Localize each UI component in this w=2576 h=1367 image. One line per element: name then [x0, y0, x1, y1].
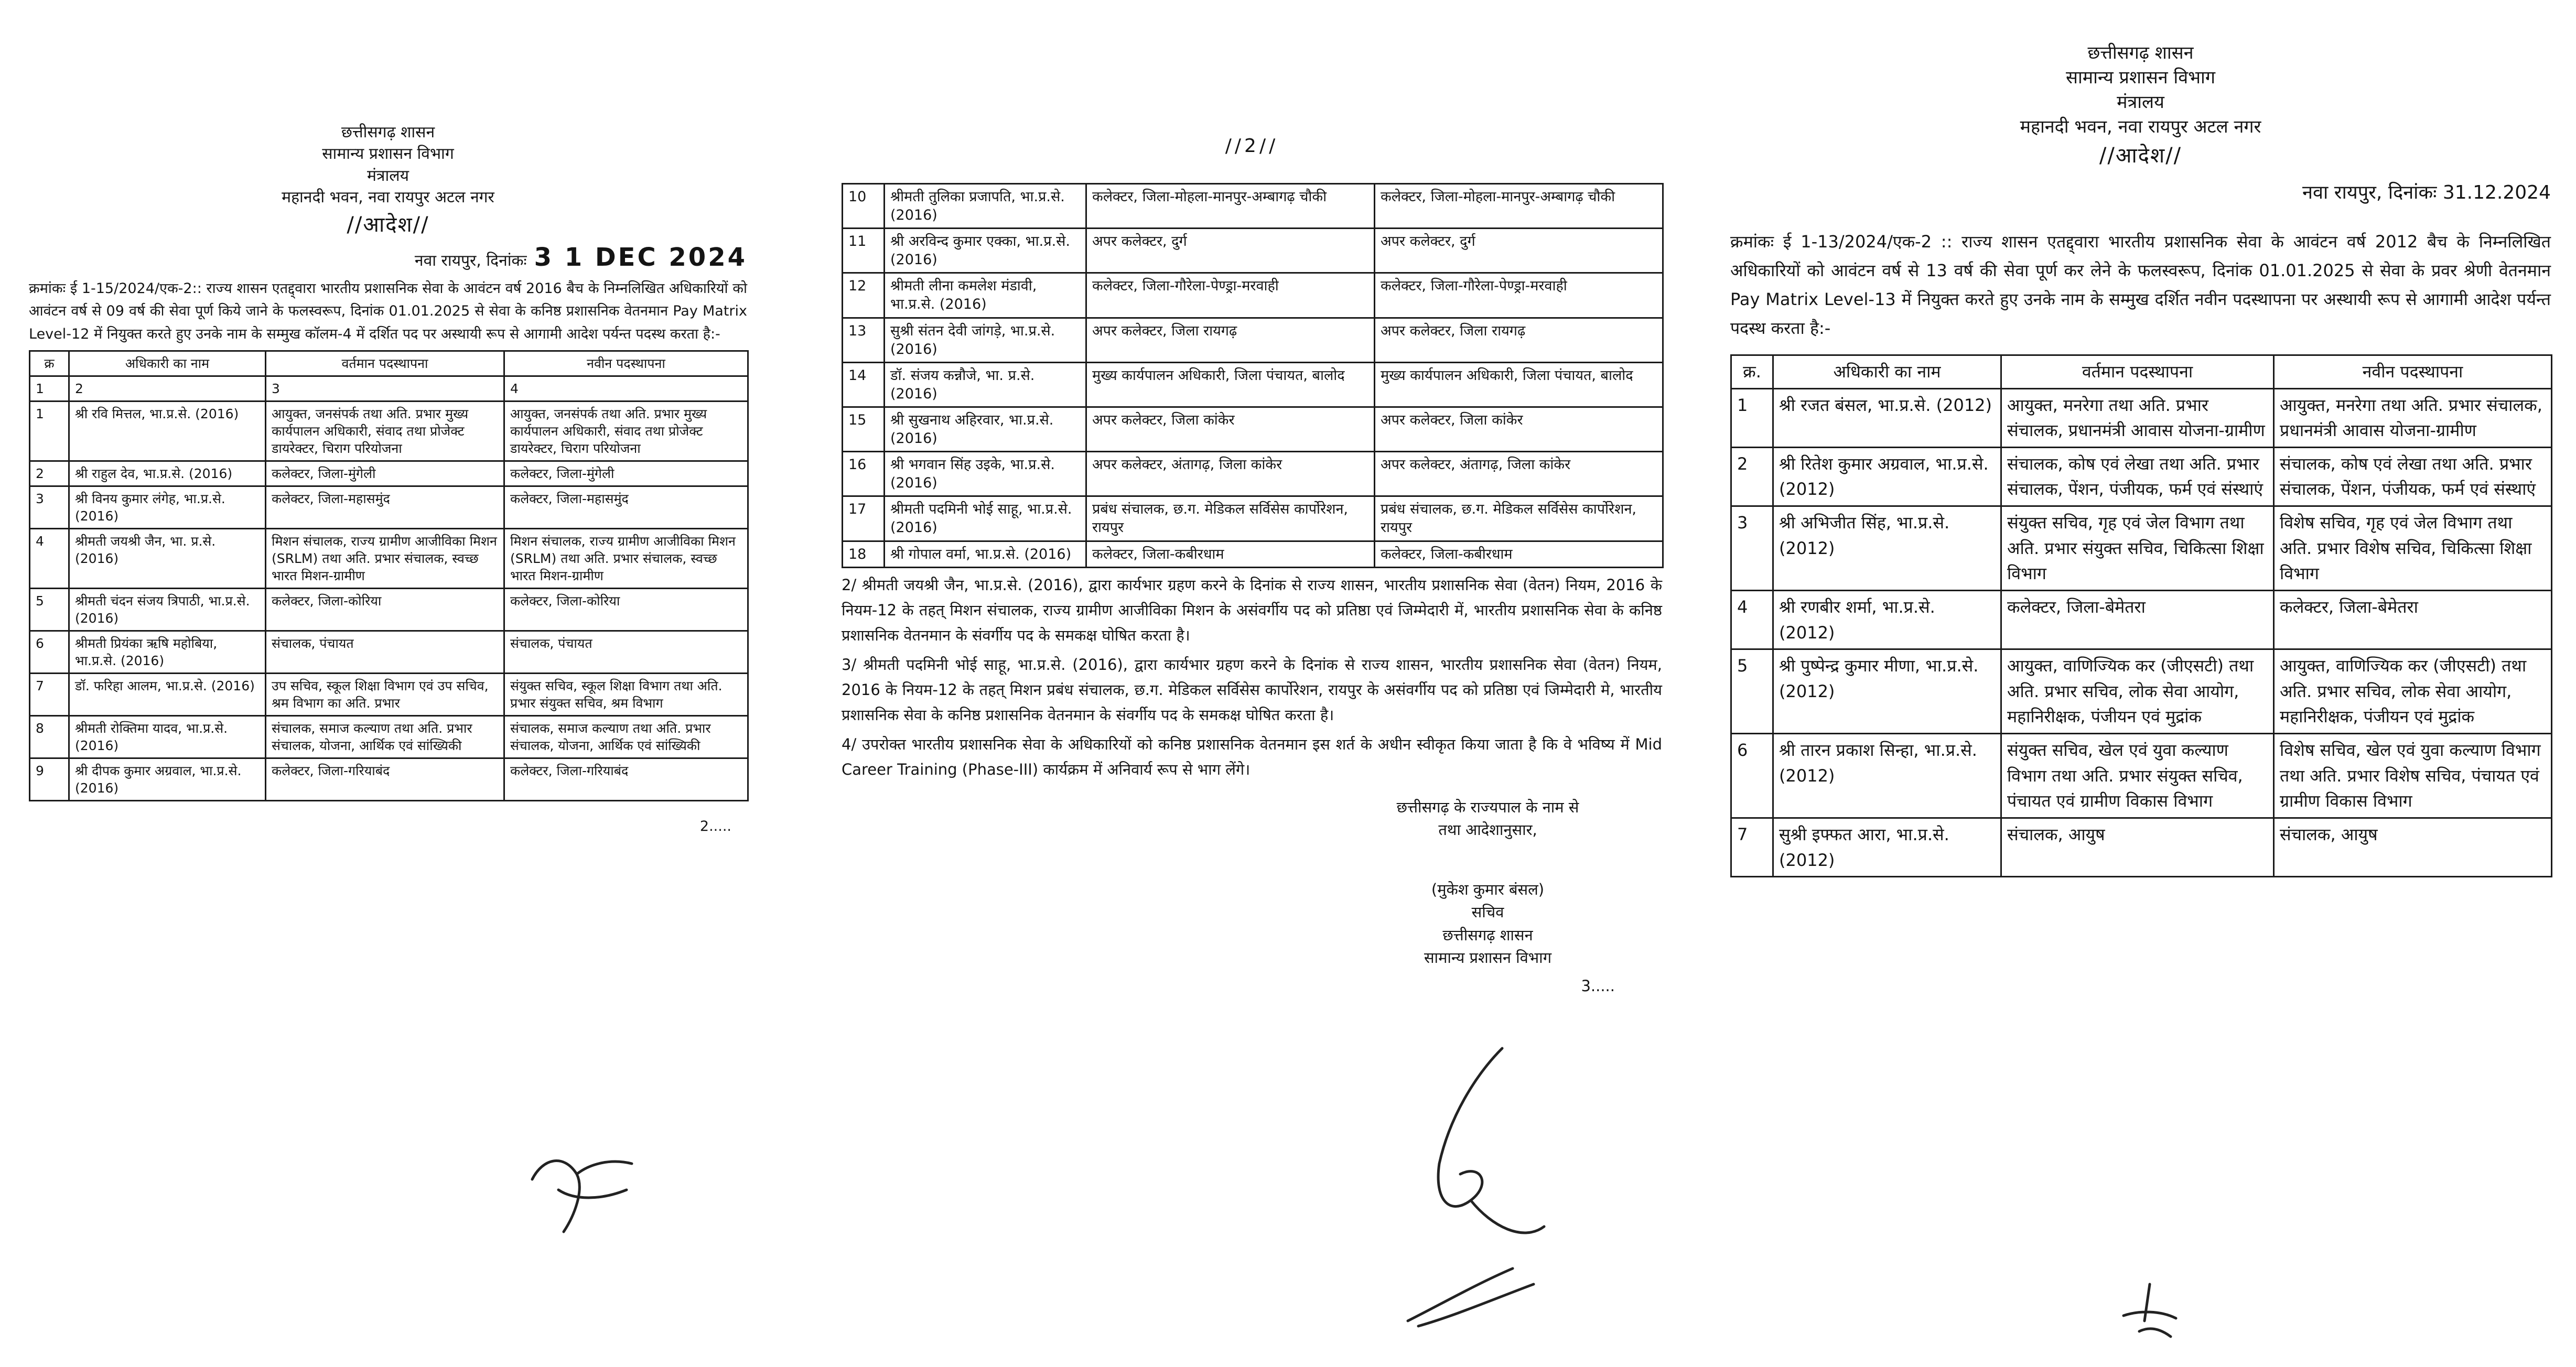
officer-name: श्रीमती जयश्री जैन, भा. प्र.से. (2016) — [69, 528, 266, 588]
table-row — [30, 715, 748, 758]
row-number: 4 — [30, 528, 69, 588]
officer-name: श्रीमती पदमिनी भोई साहू, भा.प्र.से. (2016) — [885, 496, 1086, 541]
officer-name: श्री अरविन्द कुमार एक्का, भा.प्र.से. (2016) — [885, 229, 1086, 273]
officer-name: श्री रणबीर शर्मा, भा.प्र.से. (2012) — [1773, 590, 2001, 649]
current-posting: कलेक्टर, जिला-मुंगेली — [266, 461, 504, 486]
new-posting: विशेष सचिव, खेल एवं युवा कल्याण विभाग तथा अति. प्रभार विशेष सचिव, पंचायत एवं ग्रामीण विकास विभाग — [2274, 734, 2552, 818]
new-posting: अपर कलेक्टर, जिला रायगढ़ — [1375, 318, 1663, 362]
current-posting: अपर कलेक्टर, जिला कांकेर — [1086, 407, 1375, 451]
officer-name: श्री पुष्पेन्द्र कुमार मीणा, भा.प्र.से. (2012) — [1773, 649, 2001, 734]
officer-name: श्री राहुल देव, भा.प्र.से. (2016) — [69, 461, 266, 486]
current-posting: संचालक, पंचायत — [266, 631, 504, 673]
table-row — [843, 229, 1663, 273]
colnum-1: 1 — [30, 376, 69, 401]
row-number: 5 — [30, 588, 69, 631]
table-row — [1731, 590, 2552, 649]
signatory-department: सामान्य प्रशासन विभाग — [1424, 949, 1552, 967]
current-posting: प्रबंध संचालक, छ.ग. मेडिकल सर्विसेस कार्पोरेशन, रायपुर — [1086, 496, 1375, 541]
office-address: महानदी भवन, नवा रायपुर अटल नगर — [2020, 116, 2261, 137]
officer-name: श्री अभिजीत सिंह, भा.प्र.से. (2012) — [1773, 506, 2001, 591]
order-paragraph-2: 2/ श्रीमती जयश्री जैन, भा.प्र.से. (2016), द्वारा कार्यभार ग्रहण करने के दिनांक से राज्य शासन, भारतीय प्रशासनिक सेवा (वेतन) नियम, 2016 के नियम-12 के तहत् मिशन संचालक, राज्य ग्रामीण आजीविका मिशन के असंवर्गीय पद को प्रतिष्ठा एवं जिम्मेदारी में, भारतीय प्रशासनिक सेवा के कनिष्ठ प्रशासनिक वेतनमान के संवर्गीय पद के समकक्ष घोषित करता है। — [842, 576, 1662, 644]
order-paragraph-4: 4/ उपरोक्त भारतीय प्रशासनिक सेवा के अधिकारियों को कनिष्ठ प्रशासनिक वेतनमान इस शर्त के अधीन स्वीकृत किया जाता है कि वे भविष्य में Mid Career Training (Phase-III) कार्यक्रम में अनिवार्य रूप से भाग लेंगे। — [842, 735, 1662, 779]
signatory-designation: सचिव — [1471, 903, 1504, 921]
current-posting: कलेक्टर, जिला-कोरिया — [266, 588, 504, 631]
new-posting: आयुक्त, मनरेगा तथा अति. प्रभार संचालक, प्रधानमंत्री आवास योजना-ग्रामीण — [2274, 388, 2552, 447]
table-header-row — [1731, 355, 2552, 388]
col-header-new: नवीन पदस्थापना — [504, 351, 748, 376]
next-page-marker: 2..... — [699, 818, 731, 834]
handwritten-initials — [527, 1143, 653, 1247]
table-row — [1731, 649, 2552, 734]
row-number: 5 — [1731, 649, 1773, 734]
row-number: 1 — [1731, 388, 1773, 447]
order-intro: क्रमांकः ई 1-13/2024/एक-2 :: राज्य शासन एतद्द्वारा भारतीय प्रशासनिक सेवा के आवंटन वर्ष 2012 बैच के निम्नलिखित अधिकारियों को आवंटन वर्ष से 13 वर्ष की सेवा पूर्ण कर लेने के फलस्वरूप, दिनांक 01.01.2025 से सेवा के प्रवर श्रेणी वेतनमान Pay Matrix Level-13 में नियुक्त करते हुए उनके नाम के सम्मुख दर्शित नवीन पदस्थापना पर अस्थायी रूप से आगामी आदेश पर्यन्त पदस्थ करता है:- — [1730, 231, 2551, 338]
officer-name: श्री सुखनाथ अहिरवार, भा.प्र.से. (2016) — [885, 407, 1086, 451]
posting-table-3 — [1730, 354, 2552, 877]
table-row — [1731, 818, 2552, 876]
current-posting: कलेक्टर, जिला-गौरेला-पेण्ड्रा-मरवाही — [1086, 273, 1375, 318]
current-posting: संचालक, आयुष — [2001, 818, 2274, 876]
new-posting: विशेष सचिव, गृह एवं जेल विभाग तथा अति. प्रभार विशेष सचिव, चिकित्सा शिक्षा विभाग — [2274, 506, 2552, 591]
officer-name: श्री विनय कुमार लंगेह, भा.प्र.से. (2016) — [69, 486, 266, 528]
row-number: 10 — [843, 184, 885, 229]
current-posting: मिशन संचालक, राज्य ग्रामीण आजीविका मिशन (SRLM) तथा अति. प्रभार संचालक, स्वच्छ भारत मिशन-ग्रामीण — [266, 528, 504, 588]
row-number: 9 — [30, 758, 69, 800]
officer-name: श्रीमती प्रियंका ऋषि महोबिया, भा.प्र.से. (2016) — [69, 631, 266, 673]
officer-name: सुश्री संतन देवी जांगड़े, भा.प्र.से. (2016) — [885, 318, 1086, 362]
table-colnum-row — [30, 376, 748, 401]
new-posting: आयुक्त, जनसंपर्क तथा अति. प्रभार मुख्य कार्यपालन अधिकारी, संवाद तथा प्रोजेक्ट डायरेक्टर, चिराग परियोजना — [504, 401, 748, 461]
order-page-2 — [842, 0, 1662, 1367]
row-number: 2 — [1731, 447, 1773, 506]
current-posting: अपर कलेक्टर, अंतागढ़, जिला कांकेर — [1086, 452, 1375, 496]
table-row — [1731, 734, 2552, 818]
new-posting: संचालक, आयुष — [2274, 818, 2552, 876]
row-number: 4 — [1731, 590, 1773, 649]
table-row — [30, 588, 748, 631]
row-number: 2 — [30, 461, 69, 486]
row-number: 17 — [843, 496, 885, 541]
col-header-serial: क्र — [30, 351, 69, 376]
table-row — [1731, 506, 2552, 591]
handwritten-signature — [1387, 1043, 1555, 1337]
new-posting: अपर कलेक्टर, दुर्ग — [1375, 229, 1663, 273]
officer-name: डॉ. संजय कन्नौजे, भा. प्र.से. (2016) — [885, 362, 1086, 407]
table-header-row — [30, 351, 748, 376]
row-number: 16 — [843, 452, 885, 496]
officer-name: डॉ. फरिहा आलम, भा.प्र.से. (2016) — [69, 673, 266, 715]
col-header-new: नवीन पदस्थापना — [2274, 355, 2552, 388]
signatory-government: छत्तीसगढ़ शासन — [1442, 926, 1533, 944]
order-label: //आदेश// — [2099, 143, 2182, 168]
row-number: 1 — [30, 401, 69, 461]
officer-name: श्री रवि मित्तल, भा.प्र.से. (2016) — [69, 401, 266, 461]
new-posting: कलेक्टर, जिला-गौरेला-पेण्ड्रा-मरवाही — [1375, 273, 1663, 318]
current-posting: आयुक्त, वाणिज्यिक कर (जीएसटी) तथा अति. प्रभार सचिव, लोक सेवा आयोग, महानिरीक्षक, पंजीयन एवं मुद्रांक — [2001, 649, 2274, 734]
new-posting: अपर कलेक्टर, जिला कांकेर — [1375, 407, 1663, 451]
current-posting: अपर कलेक्टर, जिला रायगढ़ — [1086, 318, 1375, 362]
order-label: //आदेश// — [347, 212, 429, 237]
table-row — [843, 407, 1663, 451]
table-row — [30, 631, 748, 673]
date-line: नवा रायपुर, दिनांकः 31.12.2024 — [2302, 181, 2551, 203]
table-row — [30, 401, 748, 461]
col-header-officer: अधिकारी का नाम — [1773, 355, 2001, 388]
letterhead — [29, 122, 747, 240]
government-name: छत्तीसगढ़ शासन — [341, 123, 435, 142]
row-number: 6 — [1731, 734, 1773, 818]
new-posting: प्रबंध संचालक, छ.ग. मेडिकल सर्विसेस कार्पोरेशन, रायपुर — [1375, 496, 1663, 541]
date-label: नवा रायपुर, दिनांकः — [414, 251, 527, 270]
new-posting: कलेक्टर, जिला-महासमुंद — [504, 486, 748, 528]
officer-name: श्री तारन प्रकाश सिन्हा, भा.प्र.से. (2012) — [1773, 734, 2001, 818]
current-posting: अपर कलेक्टर, दुर्ग — [1086, 229, 1375, 273]
row-number: 6 — [30, 631, 69, 673]
page-header-number: //2// — [1225, 135, 1279, 157]
col-header-officer: अधिकारी का नाम — [69, 351, 266, 376]
current-posting: आयुक्त, जनसंपर्क तथा अति. प्रभार मुख्य कार्यपालन अधिकारी, संवाद तथा प्रोजेक्ट डायरेक्टर, चिराग परियोजना — [266, 401, 504, 461]
row-number: 7 — [1731, 818, 1773, 876]
next-page-marker: 3..... — [1581, 977, 1615, 995]
new-posting: संयुक्त सचिव, स्कूल शिक्षा विभाग तथा अति. प्रभार संयुक्त सचिव, श्रम विभाग — [504, 673, 748, 715]
new-posting: कलेक्टर, जिला-बेमेतरा — [2274, 590, 2552, 649]
officer-name: श्री रजत बंसल, भा.प्र.से. (2012) — [1773, 388, 2001, 447]
current-posting: कलेक्टर, जिला-मोहला-मानपुर-अम्बागढ़ चौकी — [1086, 184, 1375, 229]
table-row — [843, 452, 1663, 496]
current-posting: संयुक्त सचिव, खेल एवं युवा कल्याण विभाग तथा अति. प्रभार संयुक्त सचिव, पंचायत एवं ग्रामीण विकास विभाग — [2001, 734, 2274, 818]
row-number: 3 — [30, 486, 69, 528]
row-number: 12 — [843, 273, 885, 318]
current-posting: संचालक, समाज कल्याण तथा अति. प्रभार संचालक, योजना, आर्थिक एवं सांख्यिकी — [266, 715, 504, 758]
table-row — [843, 362, 1663, 407]
new-posting: कलेक्टर, जिला-कबीरधाम — [1375, 541, 1663, 567]
officer-name: श्री दीपक कुमार अग्रवाल, भा.प्र.से. (2016) — [69, 758, 266, 800]
officer-name: श्रीमती लीना कमलेश मंडावी, भा.प्र.से. (2016) — [885, 273, 1086, 318]
row-number: 11 — [843, 229, 885, 273]
order-intro: क्रमांकः ई 1-15/2024/एक-2:: राज्य शासन एतद्द्वारा भारतीय प्रशासनिक सेवा के आवंटन वर्ष 2016 बैच के निम्नलिखित अधिकारियों को आवंटन वर्ष से 09 वर्ष की सेवा पूर्ण किये जाने के फलस्वरूप, दिनांक 01.01.2025 से सेवा के कनिष्ठ प्रशासनिक वेतनमान Pay Matrix Level-12 में नियुक्त करते हुए उनके नाम के सम्मुख कॉलम-4 में दर्शित पद पर अस्थायी रूप से आगामी आदेश पर्यन्त पदस्थ करता है:- — [29, 280, 747, 343]
table-row — [843, 184, 1663, 229]
date-stamp: 3 1 DEC 2024 — [534, 242, 747, 272]
order-page-3 — [1730, 0, 2551, 1367]
row-number: 7 — [30, 673, 69, 715]
col-header-current: वर्तमान पदस्थापना — [266, 351, 504, 376]
new-posting: कलेक्टर, जिला-मुंगेली — [504, 461, 748, 486]
posting-table-2 — [842, 183, 1664, 568]
handwritten-mark — [2113, 1279, 2186, 1342]
new-posting: संचालक, कोष एवं लेखा तथा अति. प्रभार संचालक, पेंशन, पंजीयक, फर्म एवं संस्थाएं — [2274, 447, 2552, 506]
row-number: 15 — [843, 407, 885, 451]
office-address: महानदी भवन, नवा रायपुर अटल नगर — [282, 188, 494, 207]
signature-space — [1313, 842, 1662, 878]
current-posting: कलेक्टर, जिला-कबीरधाम — [1086, 541, 1375, 567]
order-paragraph-3: 3/ श्रीमती पदमिनी भोई साहू, भा.प्र.से. (2016), द्वारा कार्यभार ग्रहण करने के दिनांक से राज्य शासन, भारतीय प्रशासनिक सेवा (वेतन) नियम, 2016 के नियम-12 के तहत् मिशन प्रबंध संचालक, छ.ग. मेडिकल सर्विसेस कार्पोरेशन, रायपुर के असंवर्गीय पद को प्रतिष्ठा एवं जिम्मेदारी मे, भारतीय प्रशासनिक सेवा के कनिष्ठ प्रशासनिक वेतनमान के संवर्गीय पद के समकक्ष घोषित करता है। — [842, 655, 1662, 724]
government-name: छत्तीसगढ़ शासन — [2087, 42, 2194, 63]
colnum-4: 4 — [504, 376, 748, 401]
table-row — [30, 673, 748, 715]
table-row — [1731, 388, 2552, 447]
current-posting: कलेक्टर, जिला-गरियाबंद — [266, 758, 504, 800]
new-posting: कलेक्टर, जिला-मोहला-मानपुर-अम्बागढ़ चौकी — [1375, 184, 1663, 229]
current-posting: कलेक्टर, जिला-महासमुंद — [266, 486, 504, 528]
order-page-1 — [29, 0, 747, 1367]
officer-name: सुश्री इफ्फत आरा, भा.प्र.से. (2012) — [1773, 818, 2001, 876]
posting-table-1 — [29, 350, 749, 801]
signature-block — [1313, 796, 1662, 970]
new-posting: संचालक, पंचायत — [504, 631, 748, 673]
officer-name: श्रीमती तुलिका प्रजापति, भा.प्र.से. (2016) — [885, 184, 1086, 229]
table-row — [30, 528, 748, 588]
row-number: 18 — [843, 541, 885, 567]
department-name: सामान्य प्रशासन विभाग — [322, 145, 454, 164]
colnum-2: 2 — [69, 376, 266, 401]
new-posting: कलेक्टर, जिला-कोरिया — [504, 588, 748, 631]
colnum-3: 3 — [266, 376, 504, 401]
officer-name: श्रीमती रोक्तिमा यादव, भा.प्र.से. (2016) — [69, 715, 266, 758]
officer-name: श्रीमती चंदन संजय त्रिपाठी, भा.प्र.से. (2016) — [69, 588, 266, 631]
current-posting: उप सचिव, स्कूल शिक्षा विभाग एवं उप सचिव, श्रम विभाग का अति. प्रभार — [266, 673, 504, 715]
row-number: 8 — [30, 715, 69, 758]
table-row — [30, 486, 748, 528]
new-posting: मुख्य कार्यपालन अधिकारी, जिला पंचायत, बालोद — [1375, 362, 1663, 407]
officer-name: श्री गोपाल वर्मा, भा.प्र.से. (2016) — [885, 541, 1086, 567]
row-number: 14 — [843, 362, 885, 407]
table-row — [30, 461, 748, 486]
officer-name: श्री भगवान सिंह उइके, भा.प्र.से. (2016) — [885, 452, 1086, 496]
col-header-current: वर्तमान पदस्थापना — [2001, 355, 2274, 388]
current-posting: कलेक्टर, जिला-बेमेतरा — [2001, 590, 2274, 649]
office-name: मंत्रालय — [2117, 91, 2164, 113]
table-row — [30, 758, 748, 800]
signature-line-2: तथा आदेशानुसार, — [1438, 821, 1537, 839]
new-posting: कलेक्टर, जिला-गरियाबंद — [504, 758, 748, 800]
col-header-serial: क्र. — [1731, 355, 1773, 388]
current-posting: संयुक्त सचिव, गृह एवं जेल विभाग तथा अति. प्रभार संयुक्त सचिव, चिकित्सा शिक्षा विभाग — [2001, 506, 2274, 591]
table-row — [843, 318, 1663, 362]
new-posting: मिशन संचालक, राज्य ग्रामीण आजीविका मिशन (SRLM) तथा अति. प्रभार संचालक, स्वच्छ भारत मिशन-ग्रामीण — [504, 528, 748, 588]
table-row — [843, 541, 1663, 567]
row-number: 13 — [843, 318, 885, 362]
table-row — [843, 496, 1663, 541]
letterhead — [1730, 41, 2551, 170]
officer-name: श्री रितेश कुमार अग्रवाल, भा.प्र.से. (2012) — [1773, 447, 2001, 506]
signature-line-1: छत्तीसगढ़ के राज्यपाल के नाम से — [1396, 798, 1579, 816]
new-posting: आयुक्त, वाणिज्यिक कर (जीएसटी) तथा अति. प्रभार सचिव, लोक सेवा आयोग, महानिरीक्षक, पंजीयन एवं मुद्रांक — [2274, 649, 2552, 734]
row-number: 3 — [1731, 506, 1773, 591]
office-name: मंत्रालय — [367, 166, 409, 185]
current-posting: आयुक्त, मनरेगा तथा अति. प्रभार संचालक, प्रधानमंत्री आवास योजना-ग्रामीण — [2001, 388, 2274, 447]
current-posting: संचालक, कोष एवं लेखा तथा अति. प्रभार संचालक, पेंशन, पंजीयक, फर्म एवं संस्थाएं — [2001, 447, 2274, 506]
new-posting: अपर कलेक्टर, अंतागढ़, जिला कांकेर — [1375, 452, 1663, 496]
department-name: सामान्य प्रशासन विभाग — [2066, 67, 2215, 88]
table-row — [843, 273, 1663, 318]
table-row — [1731, 447, 2552, 506]
new-posting: संचालक, समाज कल्याण तथा अति. प्रभार संचालक, योजना, आर्थिक एवं सांख्यिकी — [504, 715, 748, 758]
current-posting: मुख्य कार्यपालन अधिकारी, जिला पंचायत, बालोद — [1086, 362, 1375, 407]
date-line — [29, 243, 747, 272]
signatory-name: (मुकेश कुमार बंसल) — [1431, 880, 1545, 898]
